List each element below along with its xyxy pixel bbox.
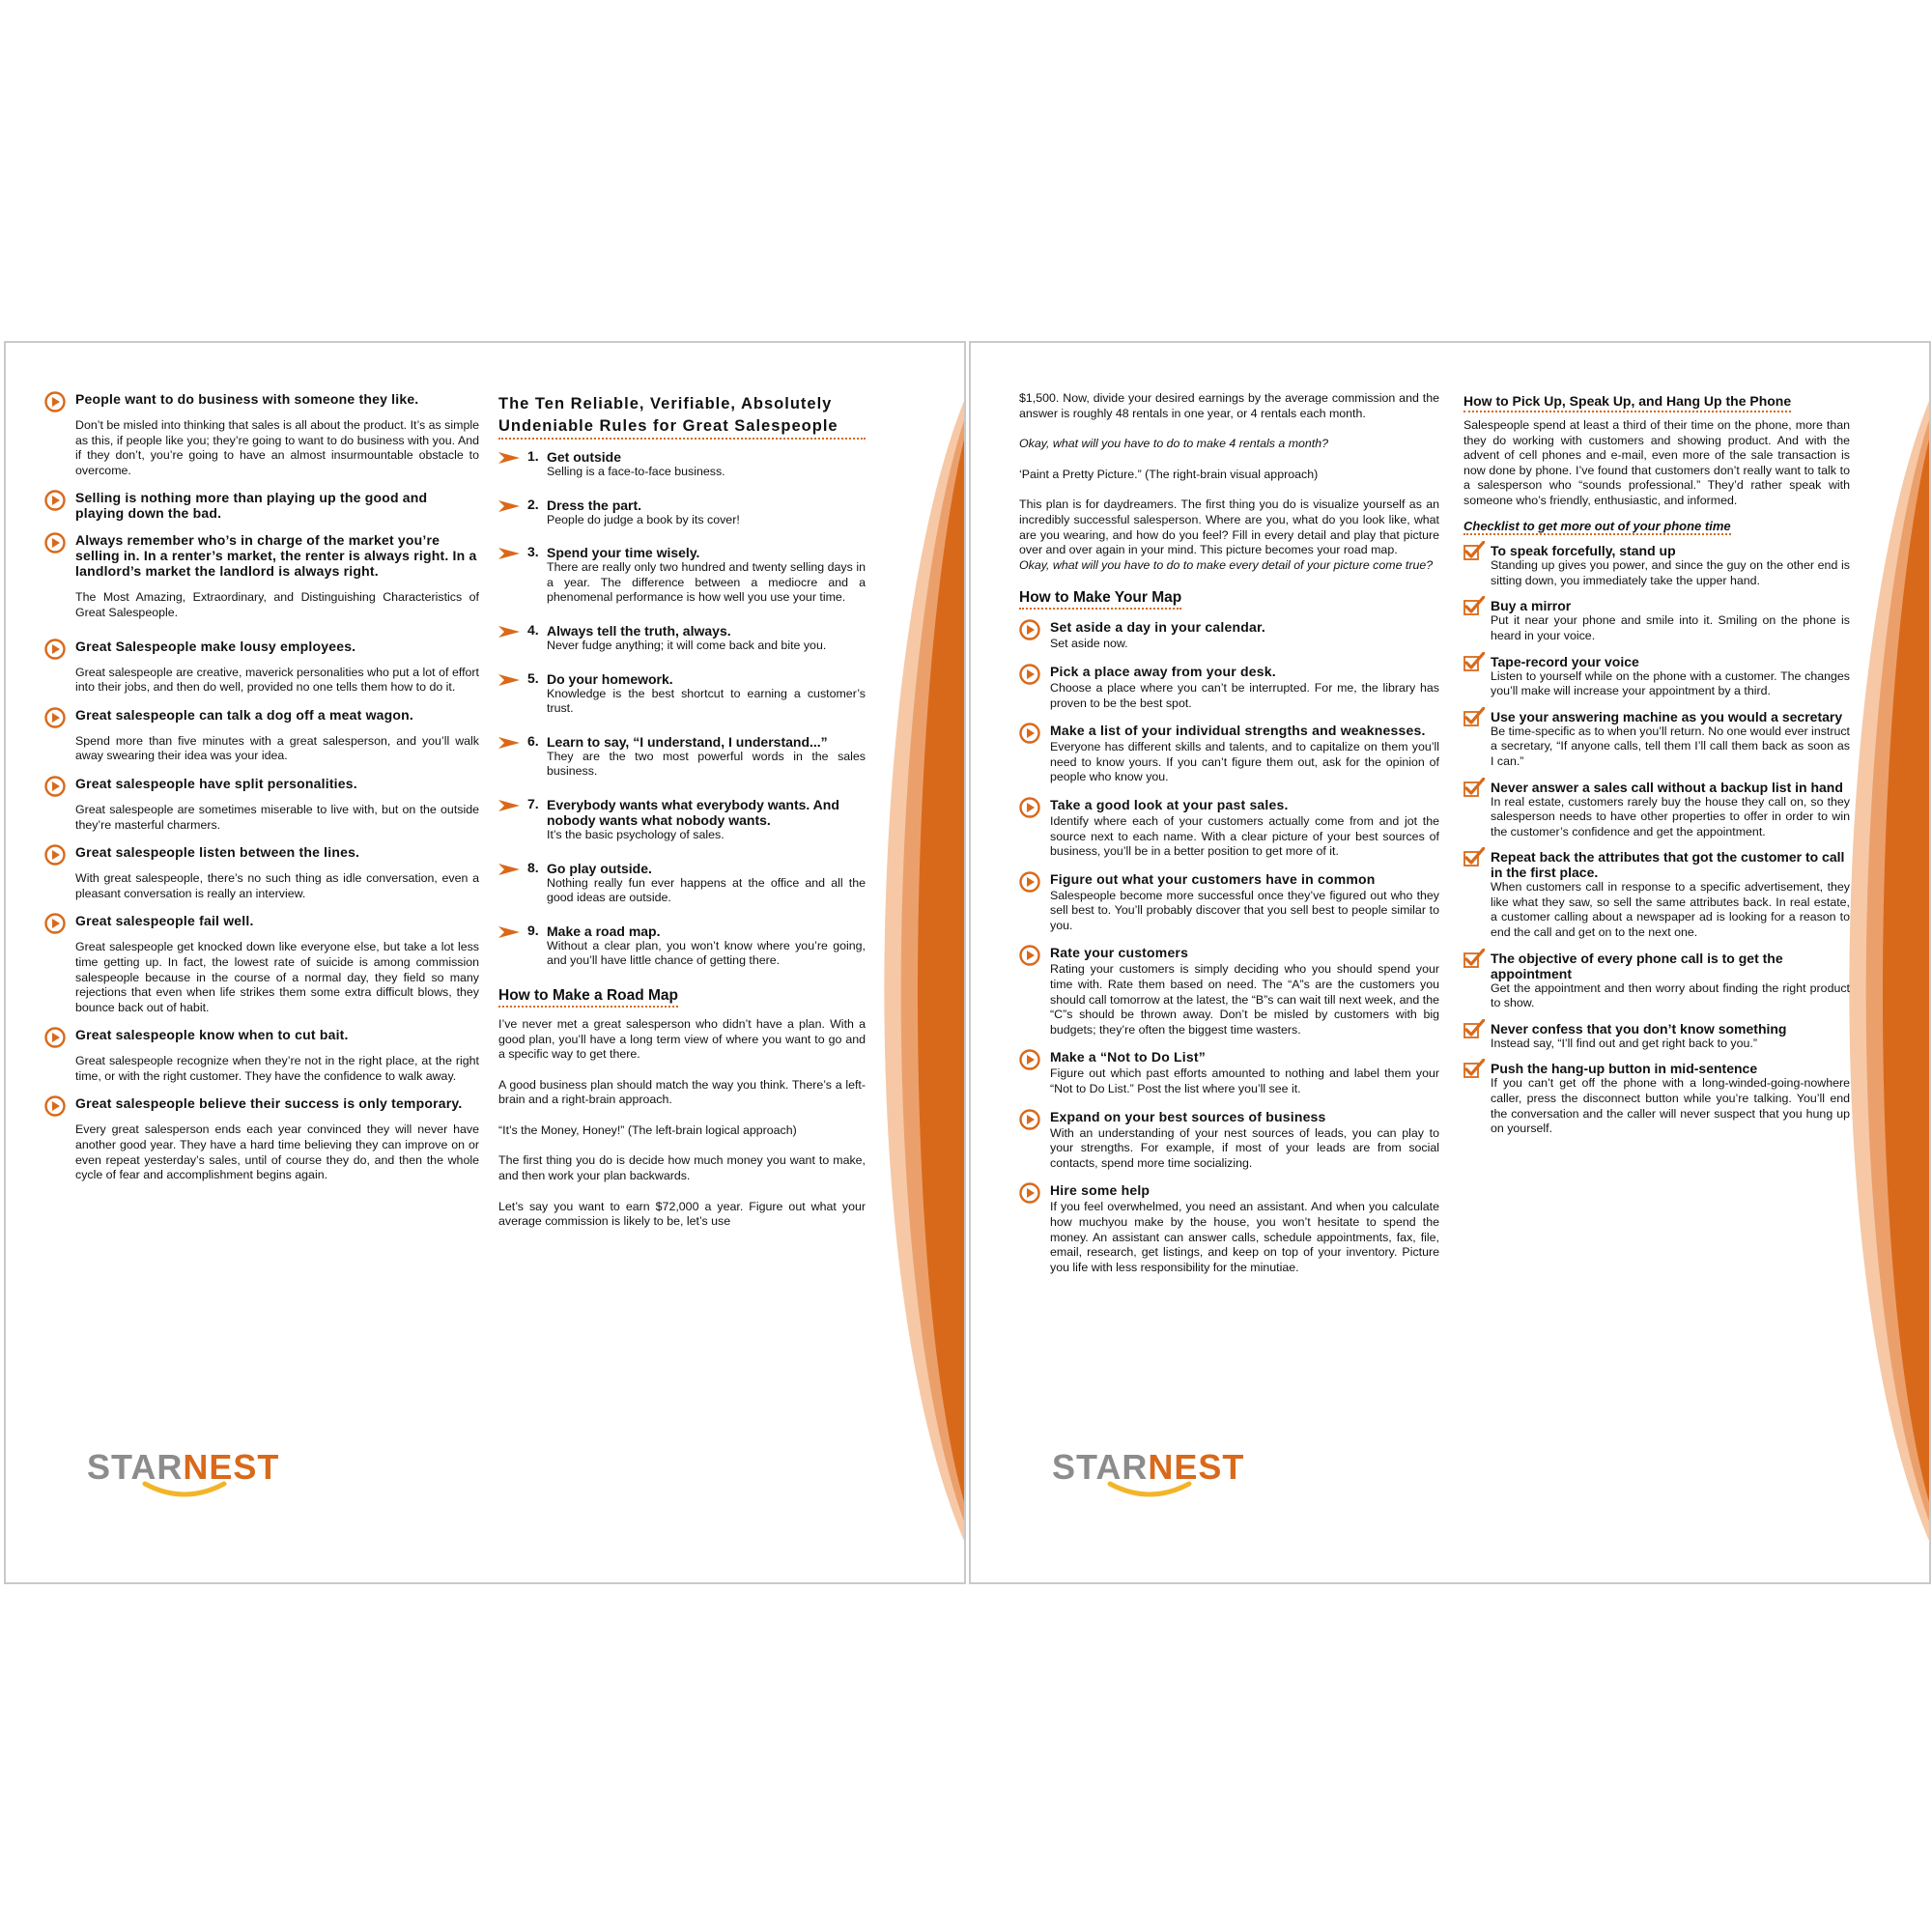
checklist-text: Instead say, “I’ll find out and get right back to you.” — [1491, 1036, 1757, 1050]
rule-heading: Do your homework. — [547, 670, 673, 687]
checklist-text: Listen to yourself while on the phone with a customer. The changes you’ll make will increase your appointment by a third. — [1491, 668, 1850, 698]
arrow-right-icon — [498, 799, 520, 812]
rule-item — [498, 545, 866, 606]
checklist-text: If you can’t get off the phone with a long-winded-going-nowhere caller, press the disconnect button while you’re talking. You’ll end the conversation and the caller will never suspect that you hung up on yourself. — [1491, 1076, 1850, 1136]
list-item — [44, 844, 479, 901]
list-item — [44, 532, 479, 579]
item-heading: Figure out what your customers have in common — [1050, 870, 1376, 887]
paragraph: Okay, what will you have to do to make every detail of your picture come true? — [1019, 557, 1434, 572]
rule-heading: Make a road map. — [547, 923, 661, 939]
rule-heading: Learn to say, “I understand, I understand...” — [547, 733, 828, 750]
checklist — [1463, 543, 1850, 1137]
paragraph: Okay, what will you have to do to make 4 rentals a month? — [1019, 437, 1329, 451]
list-item — [44, 707, 479, 764]
arrow-right-icon — [498, 499, 520, 513]
rule-text: Nothing really fun ever happens at the office and all the good ideas are outside. — [547, 875, 866, 905]
item-text: Choose a place where you can’t be interrupted. For me, the library has proven to be the best spot. — [1050, 680, 1439, 710]
rule-heading: Everybody wants what everybody wants. And nobody wants what nobody wants. — [547, 796, 839, 828]
logo-wordmark: STARNEST — [87, 1447, 280, 1487]
list-item — [1019, 945, 1439, 1037]
play-circle-icon — [1019, 619, 1040, 640]
play-circle-icon — [1019, 664, 1040, 685]
list-item — [44, 1095, 479, 1182]
rule-text: There are really only two hundred and twenty selling days in a year. The difference between a mediocre and a phenomenal performance is how well you use your time. — [547, 560, 866, 605]
brochure-page-left — [4, 341, 966, 1584]
arrow-right-icon — [498, 736, 520, 750]
item-heading: Great salespeople know when to cut bait. — [75, 1027, 349, 1043]
play-circle-icon — [44, 1095, 66, 1117]
list-item — [44, 1027, 479, 1084]
rule-number: 8. — [527, 859, 539, 875]
paragraph: $1,500. Now, divide your desired earnings by the average commission and the answer is roughly 48 rentals in one year, or 4 rentals each month. — [1019, 391, 1439, 420]
checkbox-checked-icon — [1463, 1059, 1485, 1078]
play-circle-icon — [44, 844, 66, 866]
item-text: If you feel overwhelmed, you need an assistant. And when you calculate how muchyou make by the house, you won’t hesitate to spend the money. An assistant can answer calls, schedule appointments, fax, file, email, research, get listings, and keep on top of your inventory. Picture you life with less responsibility for the minutiae. — [1050, 1200, 1439, 1274]
logo-swoosh-icon — [1106, 1480, 1193, 1501]
play-circle-icon — [1019, 1049, 1040, 1070]
item-heading: Selling is nothing more than playing up the good and playing down the bad. — [75, 490, 428, 522]
play-circle-icon — [44, 490, 66, 511]
rule-text: Never fudge anything; it will come back and bite you. — [547, 638, 827, 652]
checklist-heading: Repeat back the attributes that got the customer to call in the first place. — [1491, 849, 1845, 881]
item-heading: Great salespeople listen between the lines. — [75, 844, 360, 861]
rule-item — [498, 623, 866, 654]
arrow-right-icon — [498, 625, 520, 639]
item-heading: Hire some help — [1050, 1182, 1151, 1199]
map-list — [1019, 619, 1439, 1275]
item-text: Identify where each of your customers actually come from and jot the source next to each name. With a clear picture of your best sources of business, you’ll be in a better position to get more of it. — [1050, 813, 1439, 859]
rule-number: 2. — [527, 496, 539, 512]
right-column — [1463, 391, 1850, 1147]
checklist-heading: Buy a mirror — [1491, 598, 1572, 614]
checkbox-checked-icon — [1463, 707, 1485, 726]
phone-title: How to Pick Up, Speak Up, and Hang Up the Phone — [1463, 391, 1791, 412]
item-text: Great salespeople get knocked down like everyone else, but take a lot less time getting up. In fact, the lowest rate of suicide is among commission salespeople because in the course of a normal day, they field so many rejections that even when life strikes them some extra difficult blows, they bounce back out of habit. — [75, 940, 479, 1014]
item-text: Great salespeople are creative, maverick personalities who put a lot of effort into their jobs, and then do well, provided no one tells them how to do it. — [75, 665, 479, 695]
item-text: Great salespeople recognize when they’re not in the right place, at the right time, or with the right customer. They have the confidence to walk away. — [75, 1054, 479, 1083]
paragraph: “It’s the Money, Honey!” (The left-brain logical approach) — [498, 1122, 797, 1137]
logo-wordmark: STARNEST — [1052, 1447, 1245, 1487]
list-item — [44, 913, 479, 1015]
checklist-item — [1463, 1061, 1850, 1136]
checkbox-checked-icon — [1463, 652, 1485, 671]
play-circle-icon — [44, 707, 66, 728]
list-item — [1019, 619, 1439, 652]
checklist-item — [1463, 709, 1850, 770]
play-circle-icon — [44, 639, 66, 660]
paragraph: ‘Paint a Pretty Picture.” (The right-brain visual approach) — [1019, 467, 1319, 481]
item-heading: Great salespeople believe their success is only temporary. — [75, 1095, 463, 1112]
paragraph: Let’s say you want to earn $72,000 a year. Figure out what your average commission is likely to be, let’s use — [498, 1199, 866, 1229]
paragraph: Salespeople spend at least a third of their time on the phone, more than they do working with customers and showing product. And with the advent of cell phones and e-mail, even more of the sale transaction is now done by phone. I’ve found that customers don’t really want to talk to a salesperson who “sounds professional.” They’d rather speak with someone who’s friendly, enthusiastic, and informed. — [1463, 418, 1850, 507]
checklist-title: Checklist to get more out of your phone time — [1463, 519, 1731, 536]
brochure-page-right — [969, 341, 1931, 1584]
rule-heading: Go play outside. — [547, 860, 652, 876]
arrow-right-icon — [498, 547, 520, 560]
play-circle-icon — [44, 776, 66, 797]
list-item — [44, 490, 479, 521]
checklist-text: In real estate, customers rarely buy the house they call on, so they salesperson needs to have other properties to offer in order to win the customer’s confidence and get the appointment. — [1491, 794, 1850, 838]
rule-text: Knowledge is the best shortcut to earning a customer’s trust. — [547, 686, 866, 716]
checklist-heading: Push the hang-up button in mid-sentence — [1491, 1061, 1758, 1077]
checkbox-checked-icon — [1463, 847, 1485, 867]
arrow-right-icon — [498, 863, 520, 876]
play-circle-icon — [1019, 871, 1040, 893]
checklist-item — [1463, 951, 1850, 1011]
item-text: Spend more than five minutes with a great salesperson, and you’ll walk away swearing their idea was your idea. — [75, 733, 479, 763]
arrow-right-icon — [498, 673, 520, 687]
list-item — [1019, 723, 1439, 785]
paragraph: I’ve never met a great salesperson who didn’t have a plan. With a good plan, you’ll have a long term view of where you want to go and a specific way to get there. — [498, 1016, 866, 1062]
checklist-item — [1463, 780, 1850, 840]
item-text: Great salespeople are sometimes miserable to live with, but on the outside they’re masterful charmers. — [75, 802, 479, 832]
play-circle-icon — [44, 913, 66, 934]
checklist-heading: Tape-record your voice — [1491, 653, 1639, 669]
list-item — [44, 776, 479, 833]
checklist-heading: The objective of every phone call is to get the appointment — [1491, 950, 1783, 981]
play-circle-icon — [1019, 797, 1040, 818]
checkbox-checked-icon — [1463, 596, 1485, 615]
checklist-text: When customers call in response to a specific advertisement, they like what they saw, so sell the same attributes back. In real estate, a customer calling about a newspaper ad is looking for a reason to end the call and get on to the next one. — [1491, 880, 1850, 940]
checkbox-checked-icon — [1463, 541, 1485, 560]
item-heading: Rate your customers — [1050, 945, 1189, 961]
list-item — [44, 391, 479, 478]
rule-text: Selling is a face-to-face business. — [547, 465, 725, 478]
list-item — [1019, 664, 1439, 711]
rule-item — [498, 923, 866, 969]
rule-heading: Always tell the truth, always. — [547, 622, 731, 639]
item-heading: Make a “Not to Do List” — [1050, 1049, 1206, 1065]
play-circle-icon — [1019, 723, 1040, 744]
checklist-heading: To speak forcefully, stand up — [1491, 543, 1676, 559]
item-text: Set aside now. — [1050, 637, 1128, 651]
play-circle-icon — [44, 532, 66, 554]
checklist-item — [1463, 654, 1850, 699]
rule-number: 7. — [527, 795, 539, 811]
list-item — [1019, 1109, 1439, 1172]
paragraph: The first thing you do is decide how much money you want to make, and then work your plan backwards. — [498, 1153, 866, 1183]
rule-text: They are the two most powerful words in the sales business. — [547, 749, 866, 779]
logo-swoosh-icon — [141, 1480, 228, 1501]
item-text: Salespeople become more successful once they’ve figured out who they sell best to. You’ll probably discover that you sell best to people similar to you. — [1050, 888, 1439, 932]
item-text: Every great salesperson ends each year convinced they will never have another good year. They have a hard time believing they can improve on or even repeat yesterday’s sales, until of course they do, and then the whole cycle of fear and accomplishment begins again. — [75, 1122, 479, 1182]
item-heading: Set aside a day in your calendar. — [1050, 619, 1265, 636]
item-text: Rating your customers is simply deciding who you should spend your time with. Rate them based on need. The “A”s are the customers you should call tomorrow at the latest, the “B”s can wait till next week, and the “C”s should be thrown away. Don’t be misled by customers with big budgets; they’re often the biggest time wasters. — [1050, 962, 1439, 1037]
paragraph: This plan is for daydreamers. The first thing you do is visualize yourself as an incredibly successful salesperson. Where are you, what do you look like, what are you wearing, and how do you feel? Fill in every detail and play that picture over and over again in your mind. This picture becomes your road map. — [1019, 497, 1439, 557]
left-column — [44, 391, 479, 1195]
item-heading: Expand on your best sources of business — [1050, 1108, 1326, 1124]
arrow-right-icon — [498, 925, 520, 939]
play-circle-icon — [1019, 1182, 1040, 1204]
item-text: Everyone has different skills and talents, and to capitalize on them you’ll need to know yours. If you can’t figure them out, ask for the opinion of people who know you. — [1050, 740, 1439, 784]
item-heading: Great Salespeople make lousy employees. — [75, 638, 356, 654]
play-circle-icon — [1019, 1109, 1040, 1130]
checkbox-checked-icon — [1463, 949, 1485, 968]
checklist-item — [1463, 1021, 1850, 1052]
rule-number: 4. — [527, 621, 539, 638]
rule-heading: Get outside — [547, 449, 622, 465]
arrow-right-icon — [498, 451, 520, 465]
road-map-title: How to Make a Road Map — [498, 986, 678, 1008]
item-heading: Great salespeople can talk a dog off a meat wagon. — [75, 706, 413, 723]
item-heading: People want to do business with someone they like. — [75, 391, 419, 407]
starnest-logo — [87, 1447, 280, 1505]
rules-title: The Ten Reliable, Verifiable, Absolutely Undeniable Rules for Great Salespeople — [498, 393, 866, 440]
rule-item — [498, 449, 866, 480]
rule-heading: Dress the part. — [547, 497, 642, 513]
item-text: Figure out which past efforts amounted to nothing and label them your “Not to Do List.” Post the list where you’ll see it. — [1050, 1066, 1439, 1096]
rule-number: 1. — [527, 448, 539, 464]
rule-text: Without a clear plan, you won’t know where you’re going, and you’ll have little chance of getting there. — [547, 938, 866, 968]
play-circle-icon — [1019, 945, 1040, 966]
rule-item — [498, 497, 866, 528]
checkbox-checked-icon — [1463, 1019, 1485, 1038]
rule-item — [498, 734, 866, 780]
rule-heading: Spend your time wisely. — [547, 545, 700, 561]
checklist-text: Be time-specific as to when you’ll return. No one would ever instruct a secretary, “If anyone calls, tell them I’ll call them back as soon as I can.” — [1491, 724, 1850, 768]
item-text: With an understanding of your nest sources of leads, you can play to your strengths. For example, if most of your leads are from social contacts, spend more time socializing. — [1050, 1125, 1439, 1170]
rules-list — [498, 449, 866, 969]
rule-number: 5. — [527, 669, 539, 686]
list-item — [44, 639, 479, 696]
starnest-logo — [1052, 1447, 1245, 1505]
rule-number: 6. — [527, 732, 539, 749]
item-heading: Pick a place away from your desk. — [1050, 663, 1276, 679]
item-text: Don’t be misled into thinking that sales is all about the product. It’s as simple as this, if people like you; they’re going to want to do business with you. And if they don’t, you’re going to have an almost insurmountable obstacle to overcome. — [75, 418, 479, 477]
checklist-heading: Never confess that you don’t know something — [1491, 1020, 1787, 1037]
item-heading: Take a good look at your past sales. — [1050, 796, 1289, 812]
subsection-intro: The Most Amazing, Extraordinary, and Distinguishing Characteristics of Great Salespeople. — [75, 590, 479, 619]
item-heading: Always remember who’s in charge of the market you’re selling in. In a renter’s market, the renter is always right. In a landlord’s market the landlord is always right. — [75, 532, 477, 580]
rule-item — [498, 671, 866, 717]
rule-item — [498, 797, 866, 843]
checklist-item — [1463, 849, 1850, 940]
right-column — [498, 393, 866, 1245]
rule-text: People do judge a book by its cover! — [547, 512, 740, 526]
list-item — [1019, 1049, 1439, 1096]
rule-number: 3. — [527, 544, 539, 560]
checklist-text: Get the appointment and then worry about finding the right product to show. — [1491, 980, 1850, 1010]
item-heading: Great salespeople have split personalities. — [75, 775, 357, 791]
checklist-text: Standing up gives you power, and since the guy on the other end is sitting down, you immediately take the upper hand. — [1491, 558, 1850, 587]
rule-text: It’s the basic psychology of sales. — [547, 827, 724, 841]
rule-item — [498, 861, 866, 906]
play-circle-icon — [44, 391, 66, 412]
checklist-item — [1463, 543, 1850, 588]
paragraph: A good business plan should match the way you think. There’s a left-brain and a right-brain approach. — [498, 1077, 866, 1107]
play-circle-icon — [44, 1027, 66, 1048]
map-title: How to Make Your Map — [1019, 588, 1181, 610]
list-item — [1019, 797, 1439, 860]
checklist-heading: Never answer a sales call without a backup list in hand — [1491, 779, 1843, 795]
item-heading: Great salespeople fail well. — [75, 913, 254, 929]
list-item — [1019, 1182, 1439, 1275]
left-column — [1019, 391, 1439, 1287]
checklist-text: Put it near your phone and smile into it. Smiling on the phone is heard in your voice. — [1491, 613, 1850, 642]
checkbox-checked-icon — [1463, 778, 1485, 797]
rule-number: 9. — [527, 922, 539, 938]
checklist-heading: Use your answering machine as you would a secretary — [1491, 708, 1843, 724]
item-text: With great salespeople, there’s no such thing as idle conversation, even a pleasant conversation is really an interview. — [75, 871, 479, 900]
item-heading: Make a list of your individual strengths and weaknesses. — [1050, 723, 1426, 739]
list-item — [1019, 871, 1439, 934]
checklist-item — [1463, 598, 1850, 643]
